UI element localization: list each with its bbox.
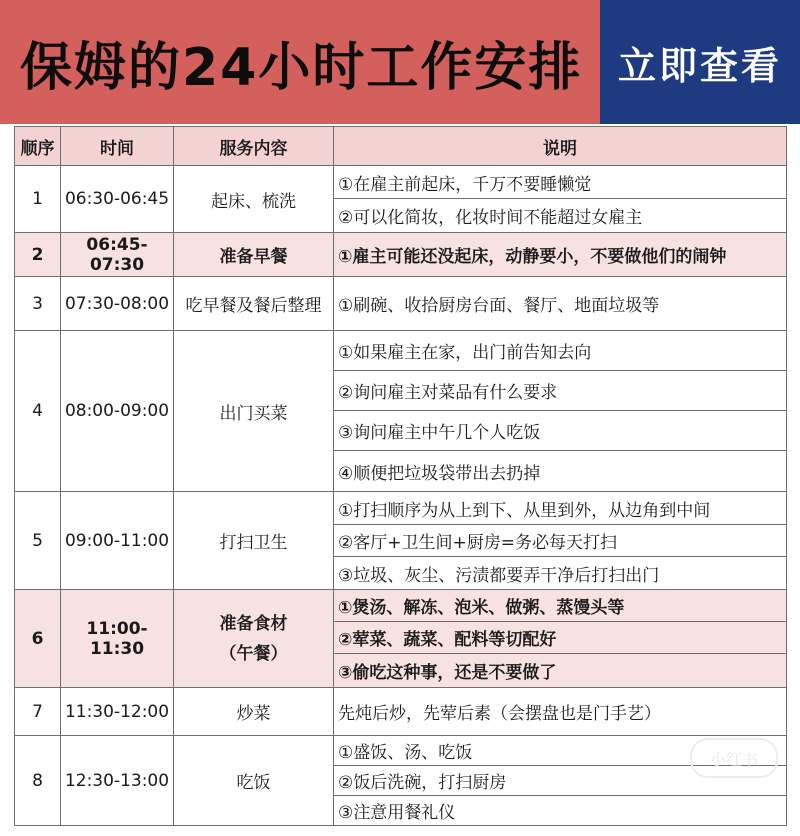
table-row bbox=[15, 590, 787, 622]
row-note: ②荤菜、蔬菜、配料等切配好 bbox=[334, 622, 787, 654]
row-note: ③偷吃这种事，还是不要做了 bbox=[334, 654, 787, 688]
schedule-table bbox=[14, 126, 787, 826]
row-seq: 4 bbox=[15, 331, 61, 492]
row-note: ①打扫顺序为从上到下、从里到外，从边角到中间 bbox=[334, 492, 787, 525]
row-note: 先炖后炒，先荤后素（会摆盘也是门手艺） bbox=[334, 688, 787, 736]
row-note: ③注意用餐礼仪 bbox=[334, 796, 787, 826]
row-service: 准备早餐 bbox=[174, 233, 334, 277]
row-seq: 2 bbox=[15, 233, 61, 277]
row-note: ①在雇主前起床，千万不要睡懒觉 bbox=[334, 166, 787, 199]
row-service: 出门买菜 bbox=[174, 331, 334, 492]
view-now-button[interactable]: 立即查看 bbox=[600, 0, 800, 124]
table-row bbox=[15, 688, 787, 736]
row-note: ②可以化简妆，化妆时间不能超过女雇主 bbox=[334, 199, 787, 233]
row-note: ①盛饭、汤、吃饭 bbox=[334, 736, 787, 766]
column-header-time: 时间 bbox=[61, 127, 174, 166]
row-time: 08:00-09:00 bbox=[61, 331, 174, 492]
row-note: ①刷碗、收拾厨房台面、餐厅、地面垃圾等 bbox=[334, 277, 787, 331]
row-service: 炒菜 bbox=[174, 688, 334, 736]
row-note: ②饭后洗碗，打扫厨房 bbox=[334, 766, 787, 796]
table-row bbox=[15, 166, 787, 199]
table-row bbox=[15, 233, 787, 277]
row-seq: 6 bbox=[15, 590, 61, 688]
table-row bbox=[15, 492, 787, 525]
table-row bbox=[15, 277, 787, 331]
row-note: ③询问雇主中午几个人吃饭 bbox=[334, 411, 787, 451]
row-seq: 7 bbox=[15, 688, 61, 736]
column-header-notes: 说明 bbox=[334, 127, 787, 166]
row-note: ②询问雇主对菜品有什么要求 bbox=[334, 371, 787, 411]
row-time: 11:30-12:00 bbox=[61, 688, 174, 736]
column-header-seq: 顺序 bbox=[15, 127, 61, 166]
row-note: ①雇主可能还没起床，动静要小，不要做他们的闹钟 bbox=[334, 233, 787, 277]
row-time: 11:00-11:30 bbox=[61, 590, 174, 688]
header-banner bbox=[0, 0, 800, 124]
row-seq: 8 bbox=[15, 736, 61, 826]
row-time: 07:30-08:00 bbox=[61, 277, 174, 331]
title-banner bbox=[0, 0, 600, 124]
row-note: ②客厅+卫生间+厨房=务必每天打扫 bbox=[334, 525, 787, 557]
row-service: 起床、梳洗 bbox=[174, 166, 334, 233]
table-row bbox=[15, 331, 787, 371]
row-seq: 1 bbox=[15, 166, 61, 233]
row-time: 06:30-06:45 bbox=[61, 166, 174, 233]
row-time: 06:45-07:30 bbox=[61, 233, 174, 277]
table-row bbox=[15, 736, 787, 766]
row-note: ③垃圾、灰尘、污渍都要弄干净后打扫出门 bbox=[334, 557, 787, 590]
row-service-subline: （午餐） bbox=[219, 643, 288, 664]
row-service: 吃早餐及餐后整理 bbox=[174, 277, 334, 331]
row-seq: 3 bbox=[15, 277, 61, 331]
row-service: 吃饭 bbox=[174, 736, 334, 826]
row-time: 09:00-11:00 bbox=[61, 492, 174, 590]
row-note: ①煲汤、解冻、泡米、做粥、蒸馒头等 bbox=[334, 590, 787, 622]
row-note: ①如果雇主在家，出门前告知去向 bbox=[334, 331, 787, 371]
row-time: 12:30-13:00 bbox=[61, 736, 174, 826]
column-header-service: 服务内容 bbox=[174, 127, 334, 166]
watermark-logo: 小红书 bbox=[690, 738, 778, 778]
page-title: 保姆的24小时工作安排 bbox=[20, 37, 583, 98]
row-service-line: 准备食材 bbox=[219, 613, 288, 634]
row-service: 打扫卫生 bbox=[174, 492, 334, 590]
table-header-row bbox=[15, 127, 787, 166]
row-service bbox=[174, 590, 334, 688]
row-seq: 5 bbox=[15, 492, 61, 590]
row-note: ④顺便把垃圾袋带出去扔掉 bbox=[334, 451, 787, 492]
